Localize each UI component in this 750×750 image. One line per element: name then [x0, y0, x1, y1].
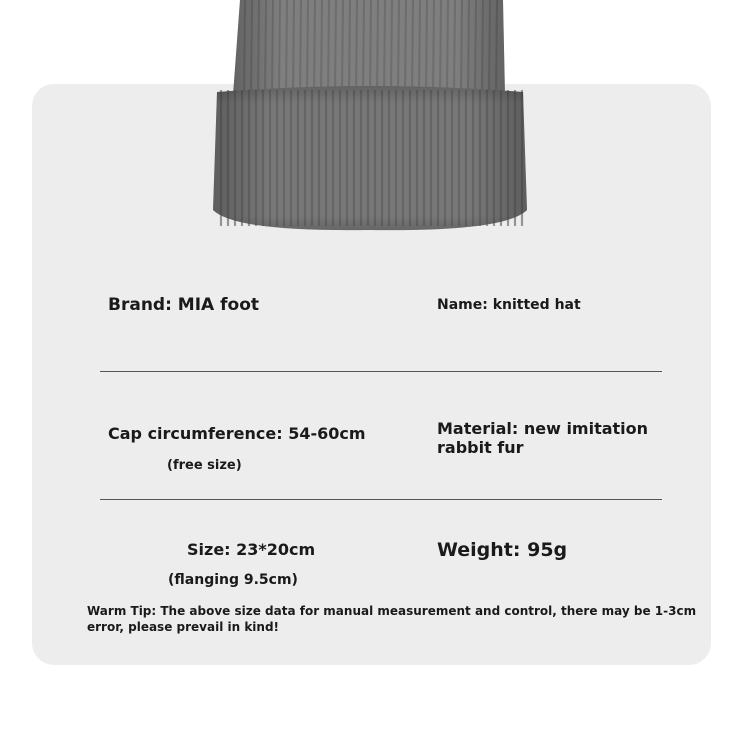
brand-label: Brand: MIA foot	[108, 295, 259, 315]
warm-tip-line2: error, please prevail in kind!	[87, 620, 280, 634]
flanging-label: (flanging 9.5cm)	[168, 572, 298, 588]
divider-top	[100, 371, 662, 372]
material-label-line1: Material: new imitation	[437, 419, 649, 438]
size-label: Size: 23*20cm	[187, 540, 316, 559]
divider-bottom	[100, 499, 662, 500]
cap-circumference-label: Cap circumference: 54-60cm	[108, 424, 366, 443]
material-label-line2: rabbit fur	[437, 438, 524, 457]
name-label: Name: knitted hat	[437, 297, 581, 313]
warm-tip-line1: Warm Tip: The above size data for manual measurement and control, there may be 1-3cm	[87, 604, 697, 618]
weight-label: Weight: 95g	[437, 539, 568, 561]
free-size-label: (free size)	[167, 458, 242, 473]
knitted-hat-image	[205, 0, 535, 235]
